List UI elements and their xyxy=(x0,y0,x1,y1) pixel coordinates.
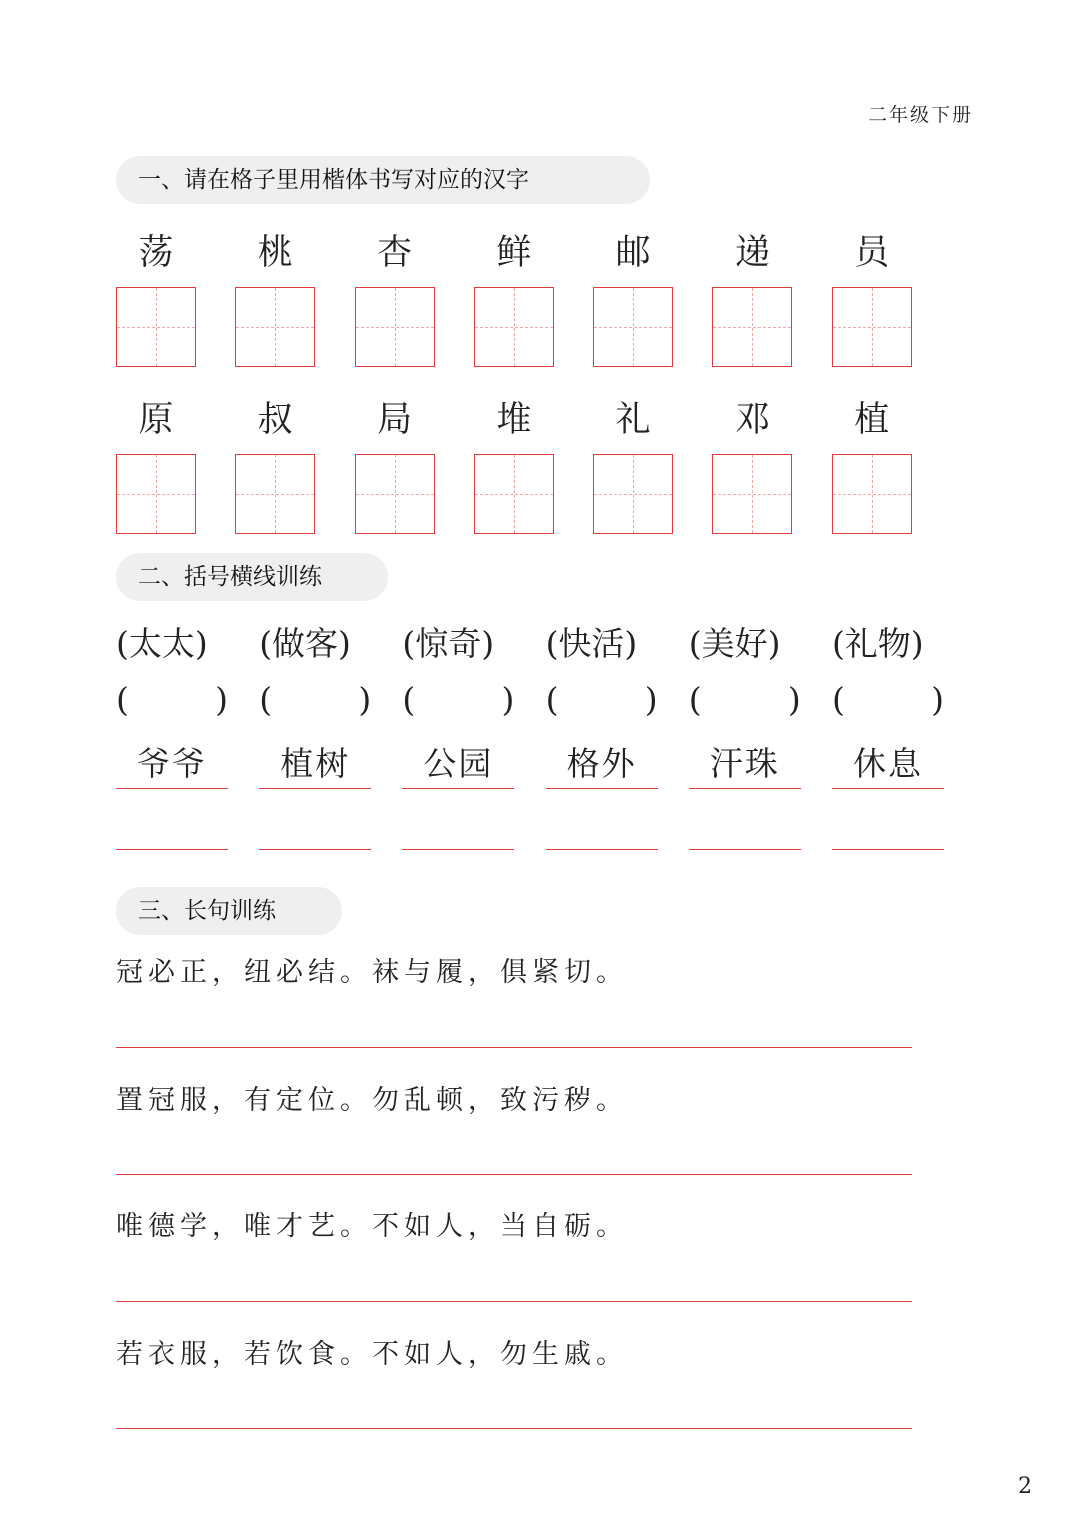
empty-paren-row xyxy=(116,680,975,719)
line-word: 休息 xyxy=(832,744,944,789)
section-1-title: 一、请在格子里用楷体书写对应的汉字 xyxy=(116,156,650,204)
writing-grid[interactable] xyxy=(235,287,315,367)
paren-word: (太太) xyxy=(116,624,208,663)
empty-paren[interactable]: ( ) xyxy=(831,680,944,719)
char-cell xyxy=(712,392,792,534)
writing-grid[interactable] xyxy=(712,454,792,534)
writing-grid[interactable] xyxy=(116,287,196,367)
char-cell xyxy=(593,392,673,534)
blank-answer-line[interactable] xyxy=(402,806,514,850)
section-3-title: 三、长句训练 xyxy=(116,887,342,935)
char-prompt: 植 xyxy=(854,400,890,440)
paren-word-row xyxy=(116,618,975,665)
char-cell xyxy=(712,225,792,367)
paren-word: (做客) xyxy=(259,624,351,663)
char-cell xyxy=(116,392,196,534)
grade-label: 二年级下册 xyxy=(868,104,974,126)
char-prompt: 邓 xyxy=(734,400,770,440)
char-prompt: 邮 xyxy=(615,233,651,273)
empty-paren[interactable]: ( ) xyxy=(116,680,228,719)
sentence-1: 冠必正，纽必结。袜与履，俱紧切。 xyxy=(116,957,628,988)
char-cell xyxy=(116,225,196,367)
blank-answer-line[interactable] xyxy=(546,806,658,850)
blank-answer-line[interactable] xyxy=(116,806,228,850)
char-cell xyxy=(832,392,912,534)
char-prompt: 荡 xyxy=(138,233,174,273)
paren-word: (惊奇) xyxy=(402,624,495,663)
paren-word: (美好) xyxy=(688,624,781,663)
write-line-1[interactable] xyxy=(116,1047,912,1048)
char-cell xyxy=(355,225,435,367)
empty-paren[interactable]: ( ) xyxy=(688,680,801,719)
line-word-row xyxy=(116,744,975,789)
blank-answer-line[interactable] xyxy=(832,806,944,850)
char-prompt: 鲜 xyxy=(496,233,532,273)
char-prompt: 原 xyxy=(138,400,174,440)
writing-grid[interactable] xyxy=(355,454,435,534)
writing-grid[interactable] xyxy=(474,454,554,534)
blank-answer-line[interactable] xyxy=(259,806,371,850)
write-line-3[interactable] xyxy=(116,1301,912,1302)
char-row-1 xyxy=(116,225,951,367)
char-cell xyxy=(235,392,315,534)
section-2-title: 二、括号横线训练 xyxy=(116,553,388,601)
line-word: 植树 xyxy=(259,744,371,789)
empty-paren[interactable]: ( ) xyxy=(402,680,515,719)
sentence-4: 若衣服，若饮食。不如人，勿生戚。 xyxy=(116,1339,628,1370)
char-prompt: 礼 xyxy=(615,400,651,440)
writing-grid[interactable] xyxy=(593,287,673,367)
writing-grid[interactable] xyxy=(235,454,315,534)
sentence-2: 置冠服，有定位。勿乱顿，致污秽。 xyxy=(116,1085,628,1116)
char-cell xyxy=(474,225,554,367)
blank-line-row xyxy=(116,806,975,850)
line-word: 格外 xyxy=(546,744,658,789)
line-word: 爷爷 xyxy=(116,744,228,789)
char-cell xyxy=(832,225,912,367)
writing-grid[interactable] xyxy=(832,454,912,534)
char-prompt: 桃 xyxy=(257,233,293,273)
writing-grid[interactable] xyxy=(474,287,554,367)
blank-answer-line[interactable] xyxy=(689,806,801,850)
char-row-2 xyxy=(116,392,951,534)
char-prompt: 堆 xyxy=(496,400,532,440)
char-prompt: 叔 xyxy=(257,400,293,440)
char-cell xyxy=(235,225,315,367)
char-prompt: 员 xyxy=(854,233,890,273)
page-number: 2 xyxy=(1018,1474,1032,1499)
writing-grid[interactable] xyxy=(593,454,673,534)
write-line-2[interactable] xyxy=(116,1174,912,1175)
char-cell xyxy=(355,392,435,534)
writing-grid[interactable] xyxy=(116,454,196,534)
line-word: 公园 xyxy=(402,744,514,789)
write-line-4[interactable] xyxy=(116,1428,912,1429)
empty-paren[interactable]: ( ) xyxy=(545,680,658,719)
empty-paren[interactable]: ( ) xyxy=(259,680,372,719)
char-prompt: 杏 xyxy=(377,233,413,273)
char-prompt: 递 xyxy=(734,233,770,273)
writing-grid[interactable] xyxy=(832,287,912,367)
char-cell xyxy=(474,392,554,534)
sentence-3: 唯德学，唯才艺。不如人，当自砺。 xyxy=(116,1211,628,1242)
char-prompt: 局 xyxy=(377,400,413,440)
writing-grid[interactable] xyxy=(712,287,792,367)
writing-grid[interactable] xyxy=(355,287,435,367)
line-word: 汗珠 xyxy=(689,744,801,789)
paren-word: (快活) xyxy=(545,624,638,663)
char-cell xyxy=(593,225,673,367)
paren-word: (礼物) xyxy=(831,624,924,663)
